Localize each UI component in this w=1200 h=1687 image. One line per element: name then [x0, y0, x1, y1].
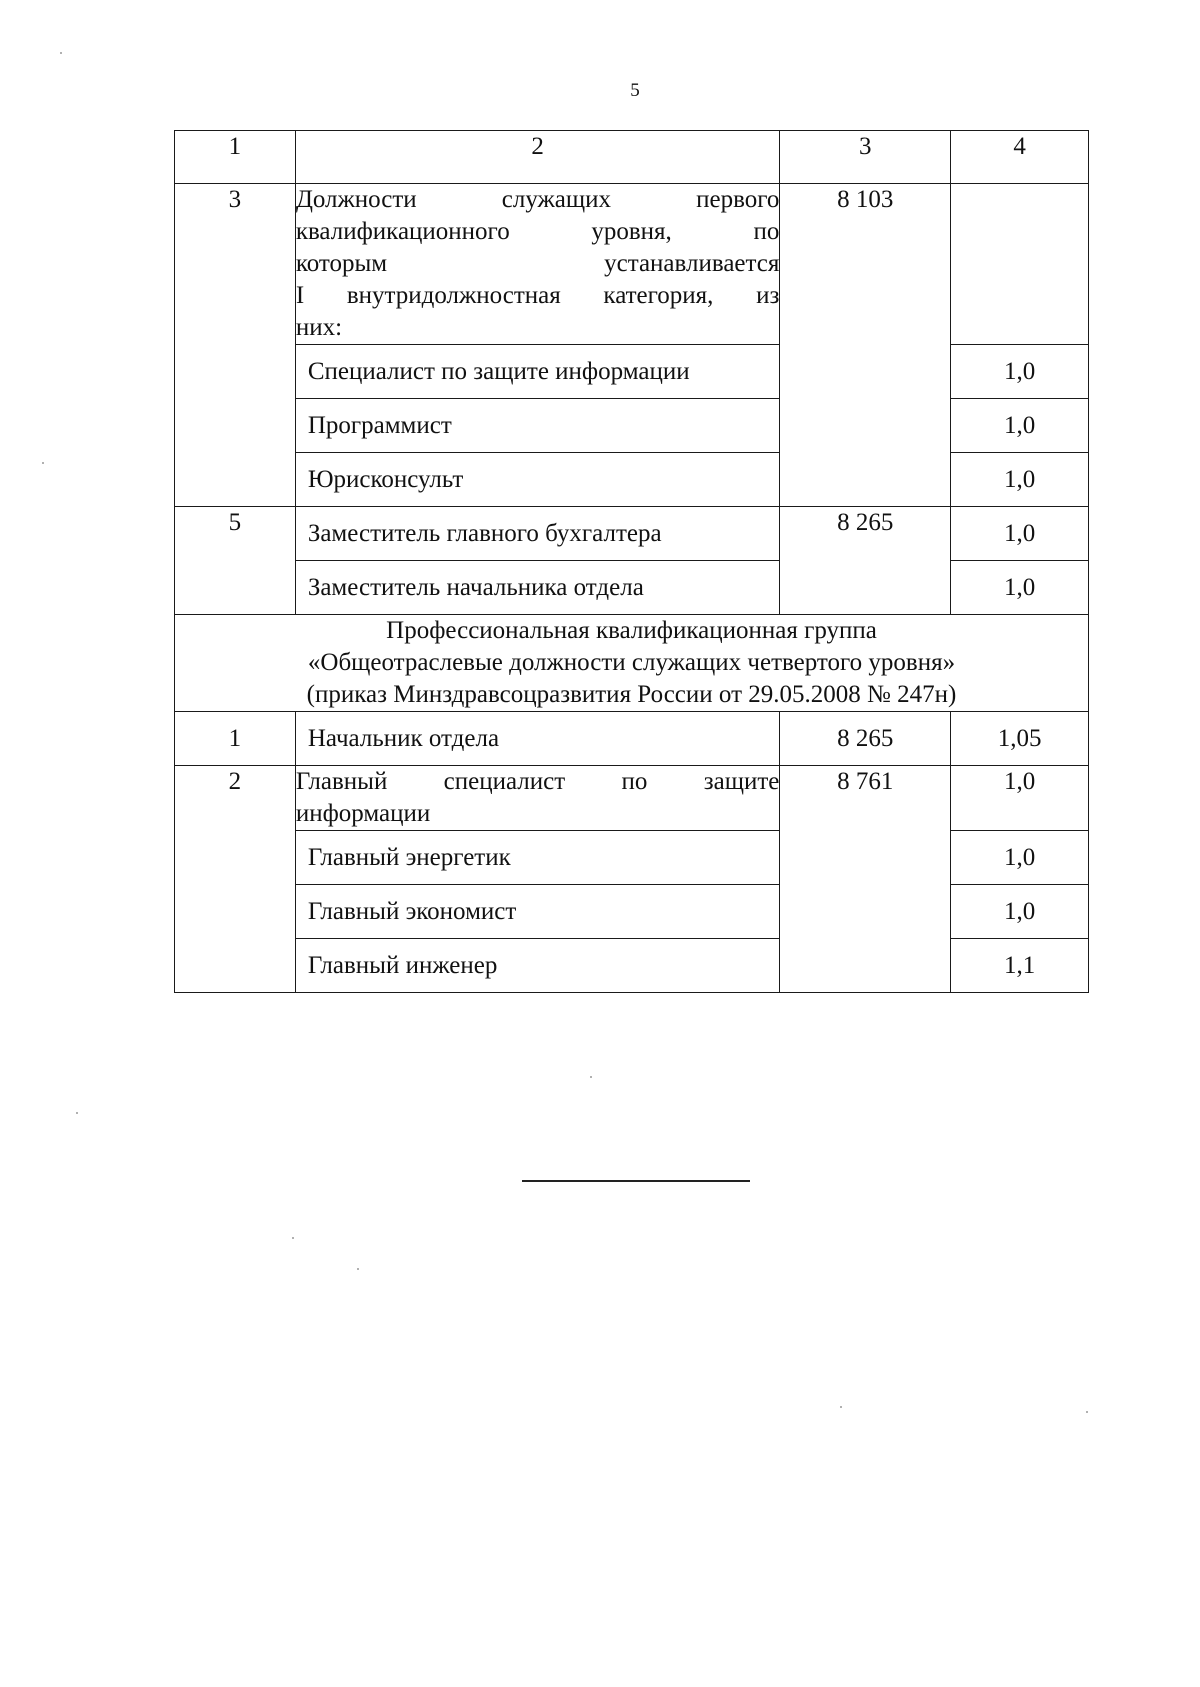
title-line: I внутридолжностная категория, из [295, 282, 780, 309]
salary-value: 8 265 [780, 712, 951, 766]
salary-value: 8 103 [780, 184, 951, 507]
coefficient: 1,0 [951, 507, 1089, 561]
position-name: Заместитель начальника отдела [295, 561, 780, 615]
page-number: 5 [630, 80, 640, 101]
salary-table [174, 130, 1089, 993]
row-number: 3 [175, 184, 296, 507]
table-row [175, 184, 1089, 345]
scan-speck [76, 1112, 78, 1114]
closing-rule [522, 1180, 750, 1182]
coefficient: 1,0 [951, 831, 1089, 885]
table-row [175, 345, 1089, 399]
scan-speck [292, 1237, 294, 1239]
table-row [175, 561, 1089, 615]
title-line: которым устанавливается [295, 250, 780, 277]
header-cell-1: 1 [175, 131, 296, 184]
table-row [175, 507, 1089, 561]
coefficient: 1,0 [951, 885, 1089, 939]
table-row [175, 885, 1089, 939]
empty-coef-cell [951, 184, 1089, 345]
title-line: них: [295, 314, 343, 341]
position-name: Начальник отдела [295, 712, 780, 766]
scan-speck [590, 1076, 592, 1078]
header-cell-2: 2 [295, 131, 780, 184]
row-number: 2 [175, 766, 296, 993]
position-name: Главный экономист [295, 885, 780, 939]
position-group-title [295, 184, 780, 345]
table-row [175, 939, 1089, 993]
group-heading-line: Профессиональная квалификационная группа [386, 617, 877, 644]
table-row [175, 453, 1089, 507]
group-heading-line: «Общеотраслевые должности служащих четвертого уровня» [307, 649, 956, 676]
coefficient: 1,0 [951, 766, 1089, 831]
scan-speck [60, 52, 62, 54]
position-name-line: Главный специалист по защите [295, 768, 780, 795]
coefficient: 1,0 [951, 453, 1089, 507]
scan-speck [840, 1406, 842, 1408]
position-name-line: информации [295, 800, 431, 827]
row-number: 1 [175, 712, 296, 766]
position-name: Главный энергетик [295, 831, 780, 885]
title-line: Должности служащих первого [295, 186, 780, 213]
coefficient: 1,0 [951, 399, 1089, 453]
position-name: Специалист по защите информации [295, 345, 780, 399]
group-heading-line: (приказ Минздравсоцразвития России от 29.05.2008 № 247н) [306, 681, 957, 708]
position-name [295, 766, 780, 831]
header-cell-4: 4 [951, 131, 1089, 184]
title-line: квалификационного уровня, по [295, 218, 780, 245]
scan-speck [1086, 1411, 1088, 1413]
position-name: Заместитель главного бухгалтера [295, 507, 780, 561]
scan-speck [357, 1268, 359, 1270]
header-cell-3: 3 [780, 131, 951, 184]
coefficient: 1,1 [951, 939, 1089, 993]
group-heading [175, 615, 1089, 712]
table-row [175, 399, 1089, 453]
position-name: Программист [295, 399, 780, 453]
row-number: 5 [175, 507, 296, 615]
coefficient: 1,0 [951, 561, 1089, 615]
salary-value: 8 761 [780, 766, 951, 993]
coefficient: 1,0 [951, 345, 1089, 399]
position-name: Юрисконсульт [295, 453, 780, 507]
table-header-row [175, 131, 1089, 184]
position-name: Главный инженер [295, 939, 780, 993]
group-heading-row [175, 615, 1089, 712]
scan-speck [42, 462, 44, 464]
salary-value: 8 265 [780, 507, 951, 615]
table-row [175, 766, 1089, 831]
coefficient: 1,05 [951, 712, 1089, 766]
table-row [175, 831, 1089, 885]
table-row [175, 712, 1089, 766]
